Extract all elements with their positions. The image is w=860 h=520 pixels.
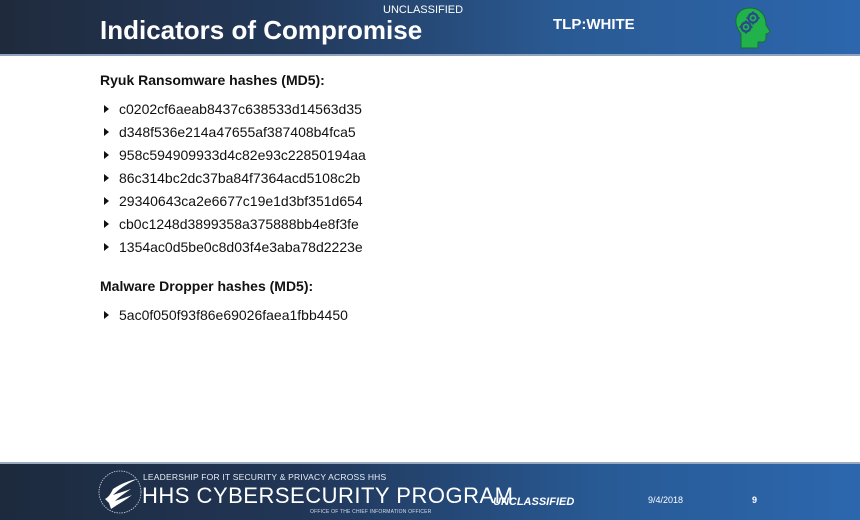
hash-item: [100, 97, 366, 120]
hash-value: 1354ac0d5be0c8d03f4e3aba78d2223e: [119, 238, 363, 255]
slide-date: 9/4/2018: [648, 495, 684, 505]
hash-value: cb0c1248d3899358a375888bb4e8f3fe: [119, 215, 359, 232]
classification-label-top: UNCLASSIFIED: [383, 4, 464, 16]
hash-item: [100, 189, 366, 212]
bullet-arrow-icon: [104, 128, 109, 136]
hash-value: 958c594909933d4c82e93c22850194aa: [119, 146, 366, 163]
hash-item: [100, 303, 366, 326]
ryuk-hash-list: [100, 97, 366, 258]
hash-item: [100, 120, 366, 143]
classification-label-bottom: UNCLASSIFIED: [493, 496, 575, 508]
section-title-ryuk: Ryuk Ransomware hashes (MD5):: [100, 72, 325, 88]
bullet-arrow-icon: [104, 174, 109, 182]
hash-item: [100, 166, 366, 189]
tlp-label: TLP:WHITE: [553, 16, 635, 33]
hash-value: 86c314bc2dc37ba84f7364acd5108c2b: [119, 169, 361, 186]
office-label: OFFICE OF THE CHIEF INFORMATION OFFICER: [310, 509, 432, 515]
page-title: Indicators of Compromise: [100, 15, 423, 45]
hash-item: [100, 212, 366, 235]
bullet-arrow-icon: [104, 243, 109, 251]
dropper-section: [100, 278, 366, 326]
hash-item: [100, 143, 366, 166]
bullet-arrow-icon: [104, 220, 109, 228]
program-name: HHS CYBERSECURITY PROGRAM: [142, 483, 514, 508]
bullet-arrow-icon: [104, 197, 109, 205]
head-with-gears-icon: [732, 6, 772, 50]
hash-value: d348f536e214a47655af387408b4fca5: [119, 123, 356, 140]
slide-header: [0, 0, 860, 56]
hash-value: 5ac0f050f93f86e69026faea1fbb4450: [119, 306, 348, 323]
footer-tagline: LEADERSHIP FOR IT SECURITY & PRIVACY ACROSS HHS: [143, 472, 387, 482]
section-title-dropper: Malware Dropper hashes (MD5):: [100, 278, 314, 294]
ryuk-section: [100, 72, 366, 258]
page-number: 9: [752, 495, 758, 505]
hash-value: 29340643ca2e6677c19e1d3bf351d654: [119, 192, 363, 209]
slide-footer: [0, 462, 860, 520]
dropper-hash-list: [100, 303, 366, 326]
hash-item: [100, 235, 366, 258]
bullet-arrow-icon: [104, 151, 109, 159]
hhs-seal-icon: [97, 469, 143, 515]
hash-value: c0202cf6aeab8437c638533d14563d35: [119, 100, 362, 117]
bullet-arrow-icon: [104, 311, 109, 319]
slide-content: [100, 72, 366, 326]
bullet-arrow-icon: [104, 105, 109, 113]
